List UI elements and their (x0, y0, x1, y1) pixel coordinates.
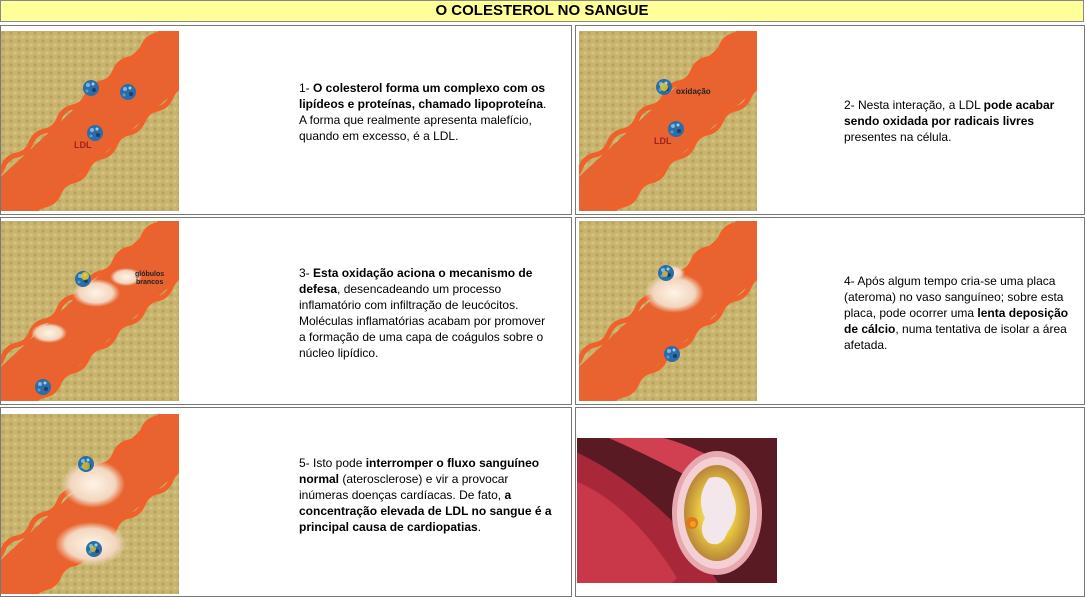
step-text-plain: (aterosclerose) e vir a provocar inúmeras doenças cardíacas. De fato, (299, 472, 509, 502)
step-4-cell (575, 217, 1085, 405)
step-text-bold: Esta oxidação aciona o mecanismo de defesa (299, 266, 533, 296)
step-text-bold: lenta deposição de cálcio (844, 306, 1069, 336)
artery-cross-section-cell (575, 407, 1085, 597)
step-text-bold: O colesterol forma um complexo com os lipídeos e proteínas, chamado lipoproteína (299, 81, 546, 111)
step-1-cell (0, 25, 572, 215)
step-text-plain: . A forma que realmente apresenta malefício, quando em excesso, é a LDL. (299, 97, 547, 143)
ldl-label: LDL (74, 140, 92, 150)
page-title: O COLESTEROL NO SANGUE (0, 0, 1084, 22)
step-text-plain: , desencadeando um processo inflamatório com infiltração de leucócitos. Moléculas inflamatórias acabam por promover a formação de uma capa de coágulos sobre o núcleo lipídico. (299, 282, 546, 360)
step-text-plain: . (477, 520, 482, 534)
step-text-plain: 4- Após algum tempo cria-se uma placa (ateroma) no vaso sanguíneo; sobre esta placa, pode ocorrer uma (844, 274, 1064, 320)
step-1-text (299, 80, 555, 144)
ldl-vessel-illustration (1, 31, 179, 211)
defense-mechanism-illustration (1, 221, 179, 401)
step-text-bold: a concentração elevada de LDL no sangue é a principal causa de cardiopatias (299, 488, 552, 534)
step-2-text (844, 97, 1072, 145)
artery-cross-section-image (577, 438, 777, 583)
step-text-plain: 1- (299, 81, 314, 95)
step-text-plain: 2- Nesta interação, a LDL (844, 98, 984, 112)
step-text-bold: interromper o fluxo sanguíneo normal (299, 456, 540, 486)
step-text-plain: presentes na célula. (844, 130, 952, 144)
atheroma-plaque-illustration (579, 221, 757, 401)
step-text-bold: pode acabar sendo oxidada por radicais livres (844, 98, 1055, 128)
step-text-plain: 3- (299, 266, 314, 280)
step-5-cell (0, 407, 572, 597)
ldl-label: LDL (654, 136, 672, 146)
step-2-cell (575, 25, 1085, 215)
step-3-text (299, 265, 555, 361)
step-text-plain: , numa tentativa de isolar a área afetada. (844, 322, 1067, 352)
brancos-label: brancos (136, 279, 164, 286)
oxidacao-label: oxidação (676, 87, 711, 96)
step-4-text (844, 273, 1072, 353)
step-text-plain: 5- Isto pode (299, 456, 366, 470)
globulos-label: glóbulos (135, 271, 165, 278)
ldl-oxidation-illustration (579, 31, 757, 211)
blocked-flow-illustration (1, 414, 179, 594)
step-5-text (299, 455, 555, 535)
step-3-cell (0, 217, 572, 405)
